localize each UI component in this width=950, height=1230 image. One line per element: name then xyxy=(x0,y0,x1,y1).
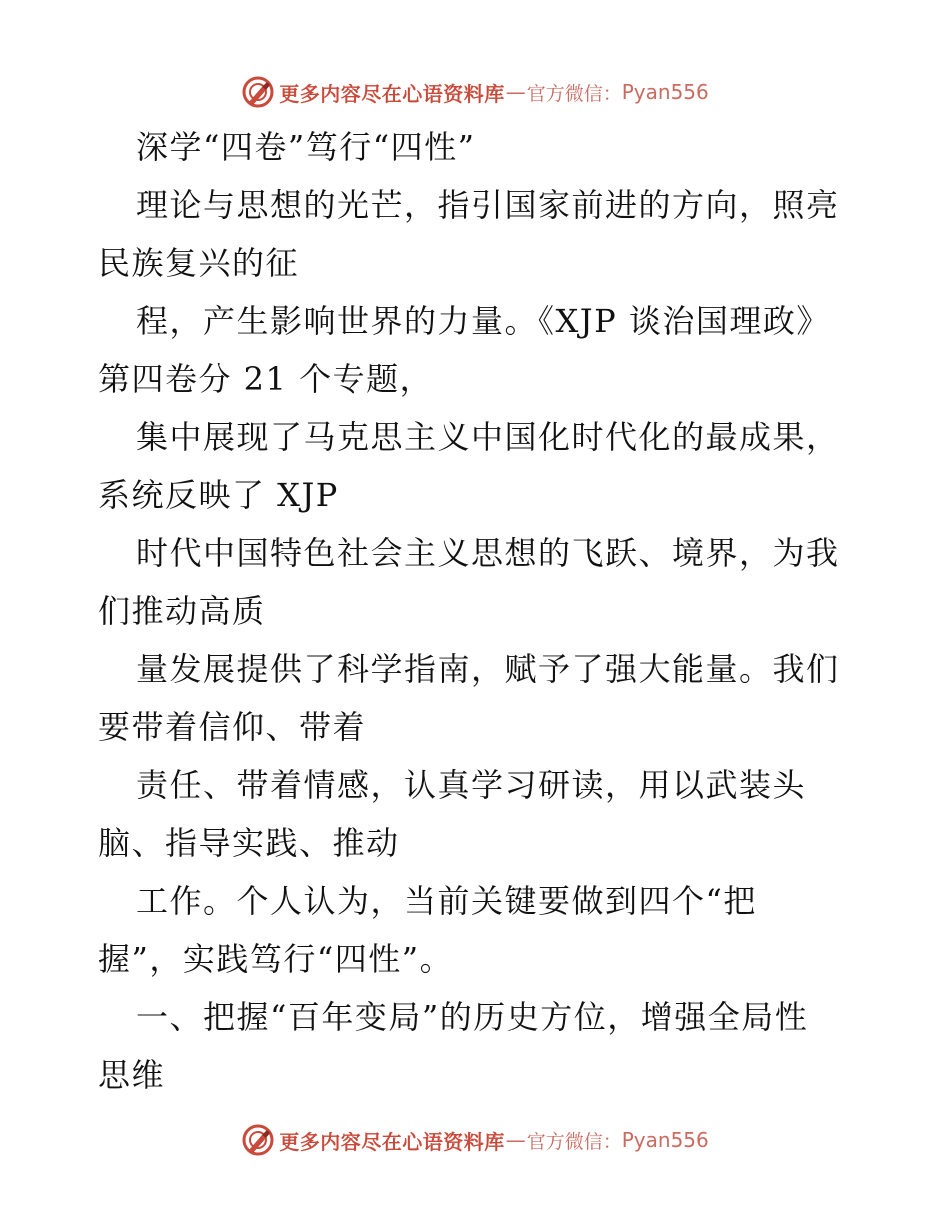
text-line: 系统反映了 XJP xyxy=(98,476,339,514)
pen-nib-circle-icon xyxy=(241,1123,275,1157)
text-line: 握”，实践笃行“四性”。 xyxy=(98,940,454,978)
text-line: 程，产生影响世界的力量。《XJP 谈治国理政》 xyxy=(136,302,830,340)
text-line: 集中展现了马克思主义中国化时代化的最成果， xyxy=(136,418,840,456)
banner-wechat-id: Pyan556 xyxy=(621,80,709,104)
text-line: 工作。个人认为，当前关键要做到四个“把 xyxy=(136,882,757,920)
header-banner xyxy=(0,72,950,112)
text-line: 第四卷分 21 个专题， xyxy=(98,360,434,398)
section-heading-continued: 思维 xyxy=(98,1056,166,1094)
document-body xyxy=(98,118,858,1104)
banner-official-label: 官方微信： xyxy=(526,82,622,105)
text-line: 责任、带着情感，认真学习研读，用以武装头 xyxy=(136,766,807,804)
banner-wechat-id: Pyan556 xyxy=(621,1128,709,1152)
text-line: 民族复兴的征 xyxy=(98,244,300,282)
banner-separator: — xyxy=(505,1128,526,1152)
text-line: 量发展提供了科学指南，赋予了强大能量。我们 xyxy=(136,650,840,688)
text-line: 脑、指导实践、推动 xyxy=(98,824,400,862)
text-line: 理论与思想的光芒，指引国家前进的方向，照亮 xyxy=(136,186,840,224)
section-heading: 一、把握“百年变局”的历史方位，增强全局性 xyxy=(136,998,809,1036)
banner-text: 更多内容尽在心语资料库 xyxy=(279,81,505,106)
footer-banner xyxy=(0,1120,950,1160)
document-title: 深学“四卷”笃行“四性” xyxy=(136,128,476,166)
banner-text: 更多内容尽在心语资料库 xyxy=(279,1129,505,1154)
banner-official-label: 官方微信： xyxy=(526,1130,622,1153)
text-line: 要带着信仰、带着 xyxy=(98,708,367,746)
text-line: 时代中国特色社会主义思想的飞跃、境界，为我 xyxy=(136,534,840,572)
text-line: 们推动高质 xyxy=(98,592,266,630)
banner-separator: — xyxy=(505,80,526,104)
pen-nib-circle-icon xyxy=(241,75,275,109)
